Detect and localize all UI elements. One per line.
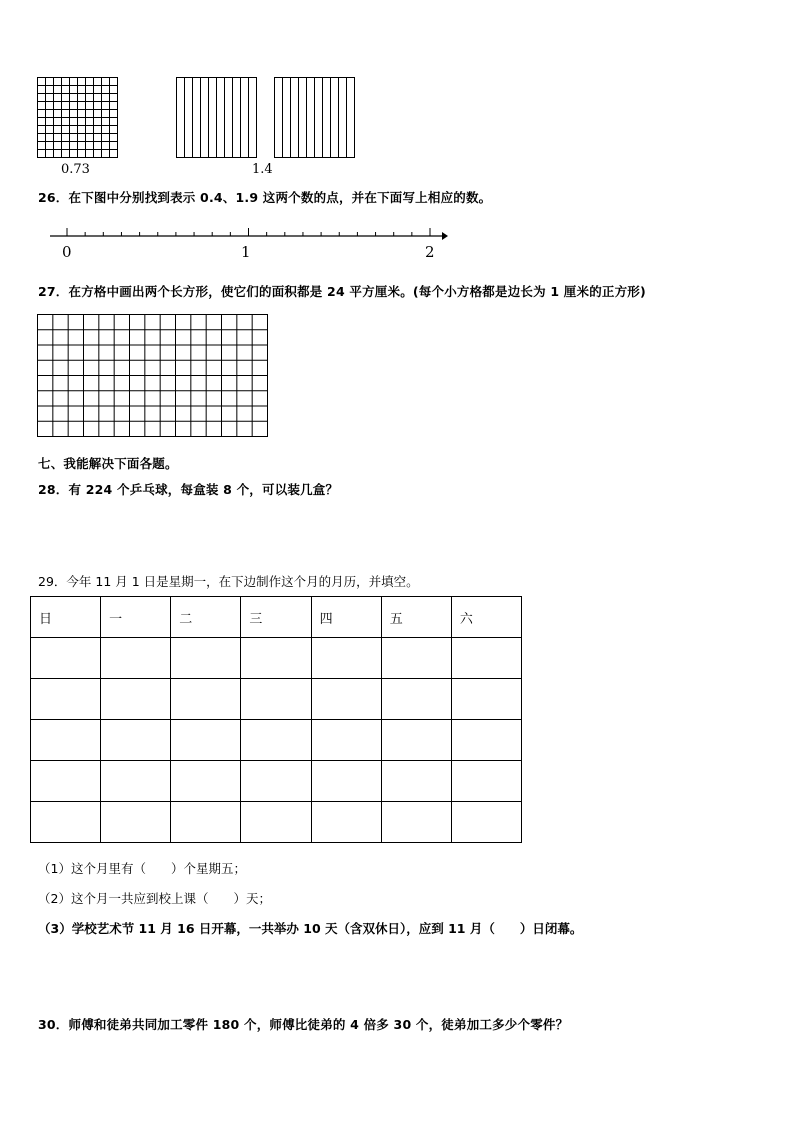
calendar-cell[interactable] (31, 802, 101, 843)
question-29-sub-3: （3）学校艺术节 11 月 16 日开幕，一共举办 10 天（含双休日），应到 11 月（ ）日闭幕。 (38, 921, 583, 936)
calendar-cell[interactable] (451, 720, 521, 761)
calendar-cell[interactable] (101, 802, 171, 843)
calendar-cell[interactable] (101, 720, 171, 761)
tenth-strips-figure-1 (176, 77, 258, 159)
calendar-week-row (31, 761, 522, 802)
calendar-cell[interactable] (31, 720, 101, 761)
calendar-week-row (31, 679, 522, 720)
calendar-cell[interactable] (241, 720, 311, 761)
question-28: 28．有 224 个乒乓球，每盒装 8 个，可以装几盒？ (38, 482, 339, 497)
tenth-strips-figure-2 (274, 77, 356, 159)
strips-caption: 1.4 (252, 162, 273, 177)
calendar-cell[interactable] (171, 802, 241, 843)
question-29: 29．今年 11 月 1 日是星期一，在下边制作这个月的月历，并填空。 (38, 574, 419, 589)
calendar-cell[interactable] (381, 720, 451, 761)
calendar-cell[interactable] (311, 802, 381, 843)
calendar-week-row (31, 720, 522, 761)
calendar-cell[interactable] (171, 761, 241, 802)
weekday-sat: 六 (451, 597, 521, 638)
calendar-cell[interactable] (381, 802, 451, 843)
calendar-cell[interactable] (241, 679, 311, 720)
weekday-sun: 日 (31, 597, 101, 638)
calendar-week-row (31, 802, 522, 843)
question-29-sub-2: （2）这个月一共应到校上课（ ）天； (38, 891, 271, 906)
square-grid-paper[interactable] (37, 314, 269, 438)
calendar-cell[interactable] (451, 679, 521, 720)
calendar-cell[interactable] (451, 638, 521, 679)
calendar-cell[interactable] (241, 761, 311, 802)
calendar-cell[interactable] (101, 761, 171, 802)
arrow-head-icon (442, 232, 448, 240)
calendar-cell[interactable] (241, 638, 311, 679)
calendar-cell[interactable] (171, 638, 241, 679)
number-line-label-0: 0 (62, 243, 72, 261)
calendar-cell[interactable] (381, 638, 451, 679)
weekday-fri: 五 (381, 597, 451, 638)
calendar-cell[interactable] (101, 638, 171, 679)
calendar-table (30, 596, 522, 843)
calendar-cell[interactable] (171, 720, 241, 761)
question-27: 27．在方格中画出两个长方形，使它们的面积都是 24 平方厘米。(每个小方格都是边长为 1 厘米的正方形) (38, 284, 646, 299)
calendar-cell[interactable] (451, 802, 521, 843)
hundred-grid-figure (37, 77, 119, 159)
section-7-title: 七、我能解决下面各题。 (38, 456, 178, 471)
calendar-cell[interactable] (311, 720, 381, 761)
calendar-cell[interactable] (381, 761, 451, 802)
calendar-cell[interactable] (311, 679, 381, 720)
question-29-sub-1: （1）这个月里有（ ）个星期五； (38, 861, 246, 876)
calendar-cell[interactable] (171, 679, 241, 720)
weekday-mon: 一 (101, 597, 171, 638)
calendar-header-row (31, 597, 522, 638)
calendar-cell[interactable] (451, 761, 521, 802)
calendar-cell[interactable] (381, 679, 451, 720)
calendar-cell[interactable] (311, 761, 381, 802)
weekday-tue: 二 (171, 597, 241, 638)
question-30: 30．师傅和徒弟共同加工零件 180 个，师傅比徒弟的 4 倍多 30 个，徒弟加工多少个零件？ (38, 1017, 569, 1032)
weekday-wed: 三 (241, 597, 311, 638)
calendar-cell[interactable] (311, 638, 381, 679)
calendar-week-row (31, 638, 522, 679)
number-line-label-2: 2 (425, 243, 435, 261)
grid-caption: 0.73 (61, 162, 90, 177)
calendar-cell[interactable] (101, 679, 171, 720)
calendar-cell[interactable] (31, 761, 101, 802)
number-line-label-1: 1 (241, 243, 251, 261)
weekday-thu: 四 (311, 597, 381, 638)
question-26: 26．在下图中分别找到表示 0.4、1.9 这两个数的点，并在下面写上相应的数。 (38, 190, 492, 205)
calendar-cell[interactable] (31, 638, 101, 679)
calendar-cell[interactable] (241, 802, 311, 843)
calendar-cell[interactable] (31, 679, 101, 720)
